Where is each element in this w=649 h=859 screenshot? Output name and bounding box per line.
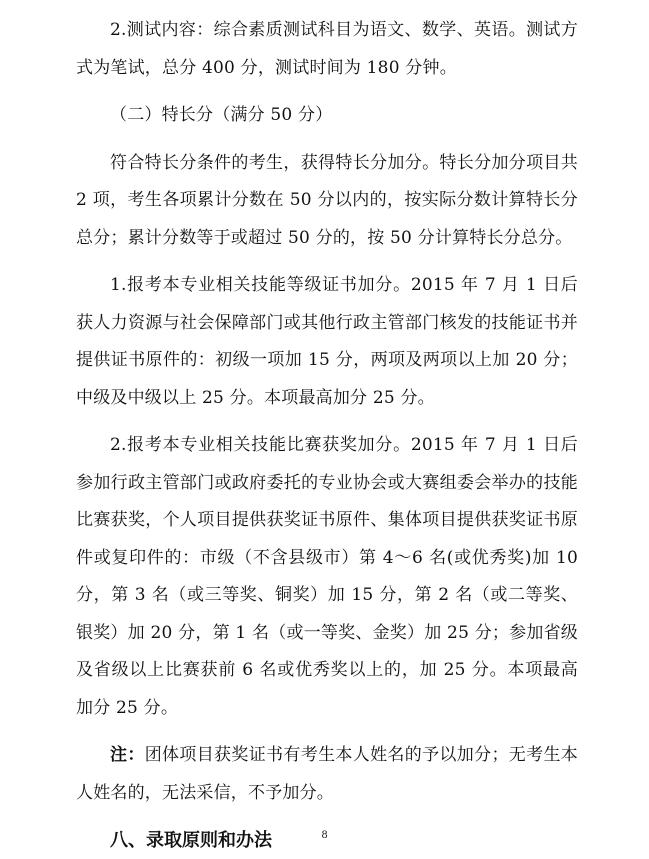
- note-text: 团体项目获奖证书有考生本人姓名的予以加分；无考生本人姓名的，无法采信，不予加分。: [76, 745, 579, 803]
- note-label: 注：: [110, 745, 145, 765]
- paragraph-specialty-rules: 符合特长分条件的考生，获得特长分加分。特长分加分项目共 2 项，考生各项累计分数在 50 分以内的，按实际分数计算特长分总分；累计分数等于或超过 50 分的，按 50 分计算特长分总分。: [76, 152, 578, 248]
- paragraph-test-content: 2.测试内容：综合素质测试科目为语文、数学、英语。测试方式为笔试，总分 400 分，测试时间为 180 分钟。: [76, 20, 578, 78]
- paragraph-note: [76, 737, 578, 812]
- paragraph-skill-competition: 2.报考本专业相关技能比赛获奖加分。2015 年 7 月 1 日后参加行政主管部门或政府委托的专业协会或大赛组委会举办的技能比赛获奖，个人项目提供获奖证书原件、集体项目提供获奖证书原件或复印件的：市级（不含县级市）第 4～6 名(或优秀奖)加 10 分，第 3 名（或三等奖、铜奖）加 15 分，第 2 名（或二等奖、银奖）加 20 分，第 1 名（或一等奖、金奖）加 25 分；参加省级及省级以上比赛获前 6 名或优秀奖以上的，加 25 分。本项最高加分 25 分。: [76, 435, 578, 718]
- section-heading: 八、录取原则和办法: [110, 830, 272, 851]
- paragraph-skill-certificate: 1.报考本专业相关技能等级证书加分。2015 年 7 月 1 日后获人力资源与社会保障部门或其他行政主管部门核发的技能证书并提供证书原件的：初级一项加 15 分，两项及两项以上加 20 分；中级及中级以上 25 分。本项最高加分 25 分。: [76, 275, 578, 408]
- paragraph-specialty-heading: （二）特长分（满分 50 分）: [110, 105, 333, 125]
- page-number: 8: [321, 830, 328, 841]
- document-page: [76, 12, 578, 859]
